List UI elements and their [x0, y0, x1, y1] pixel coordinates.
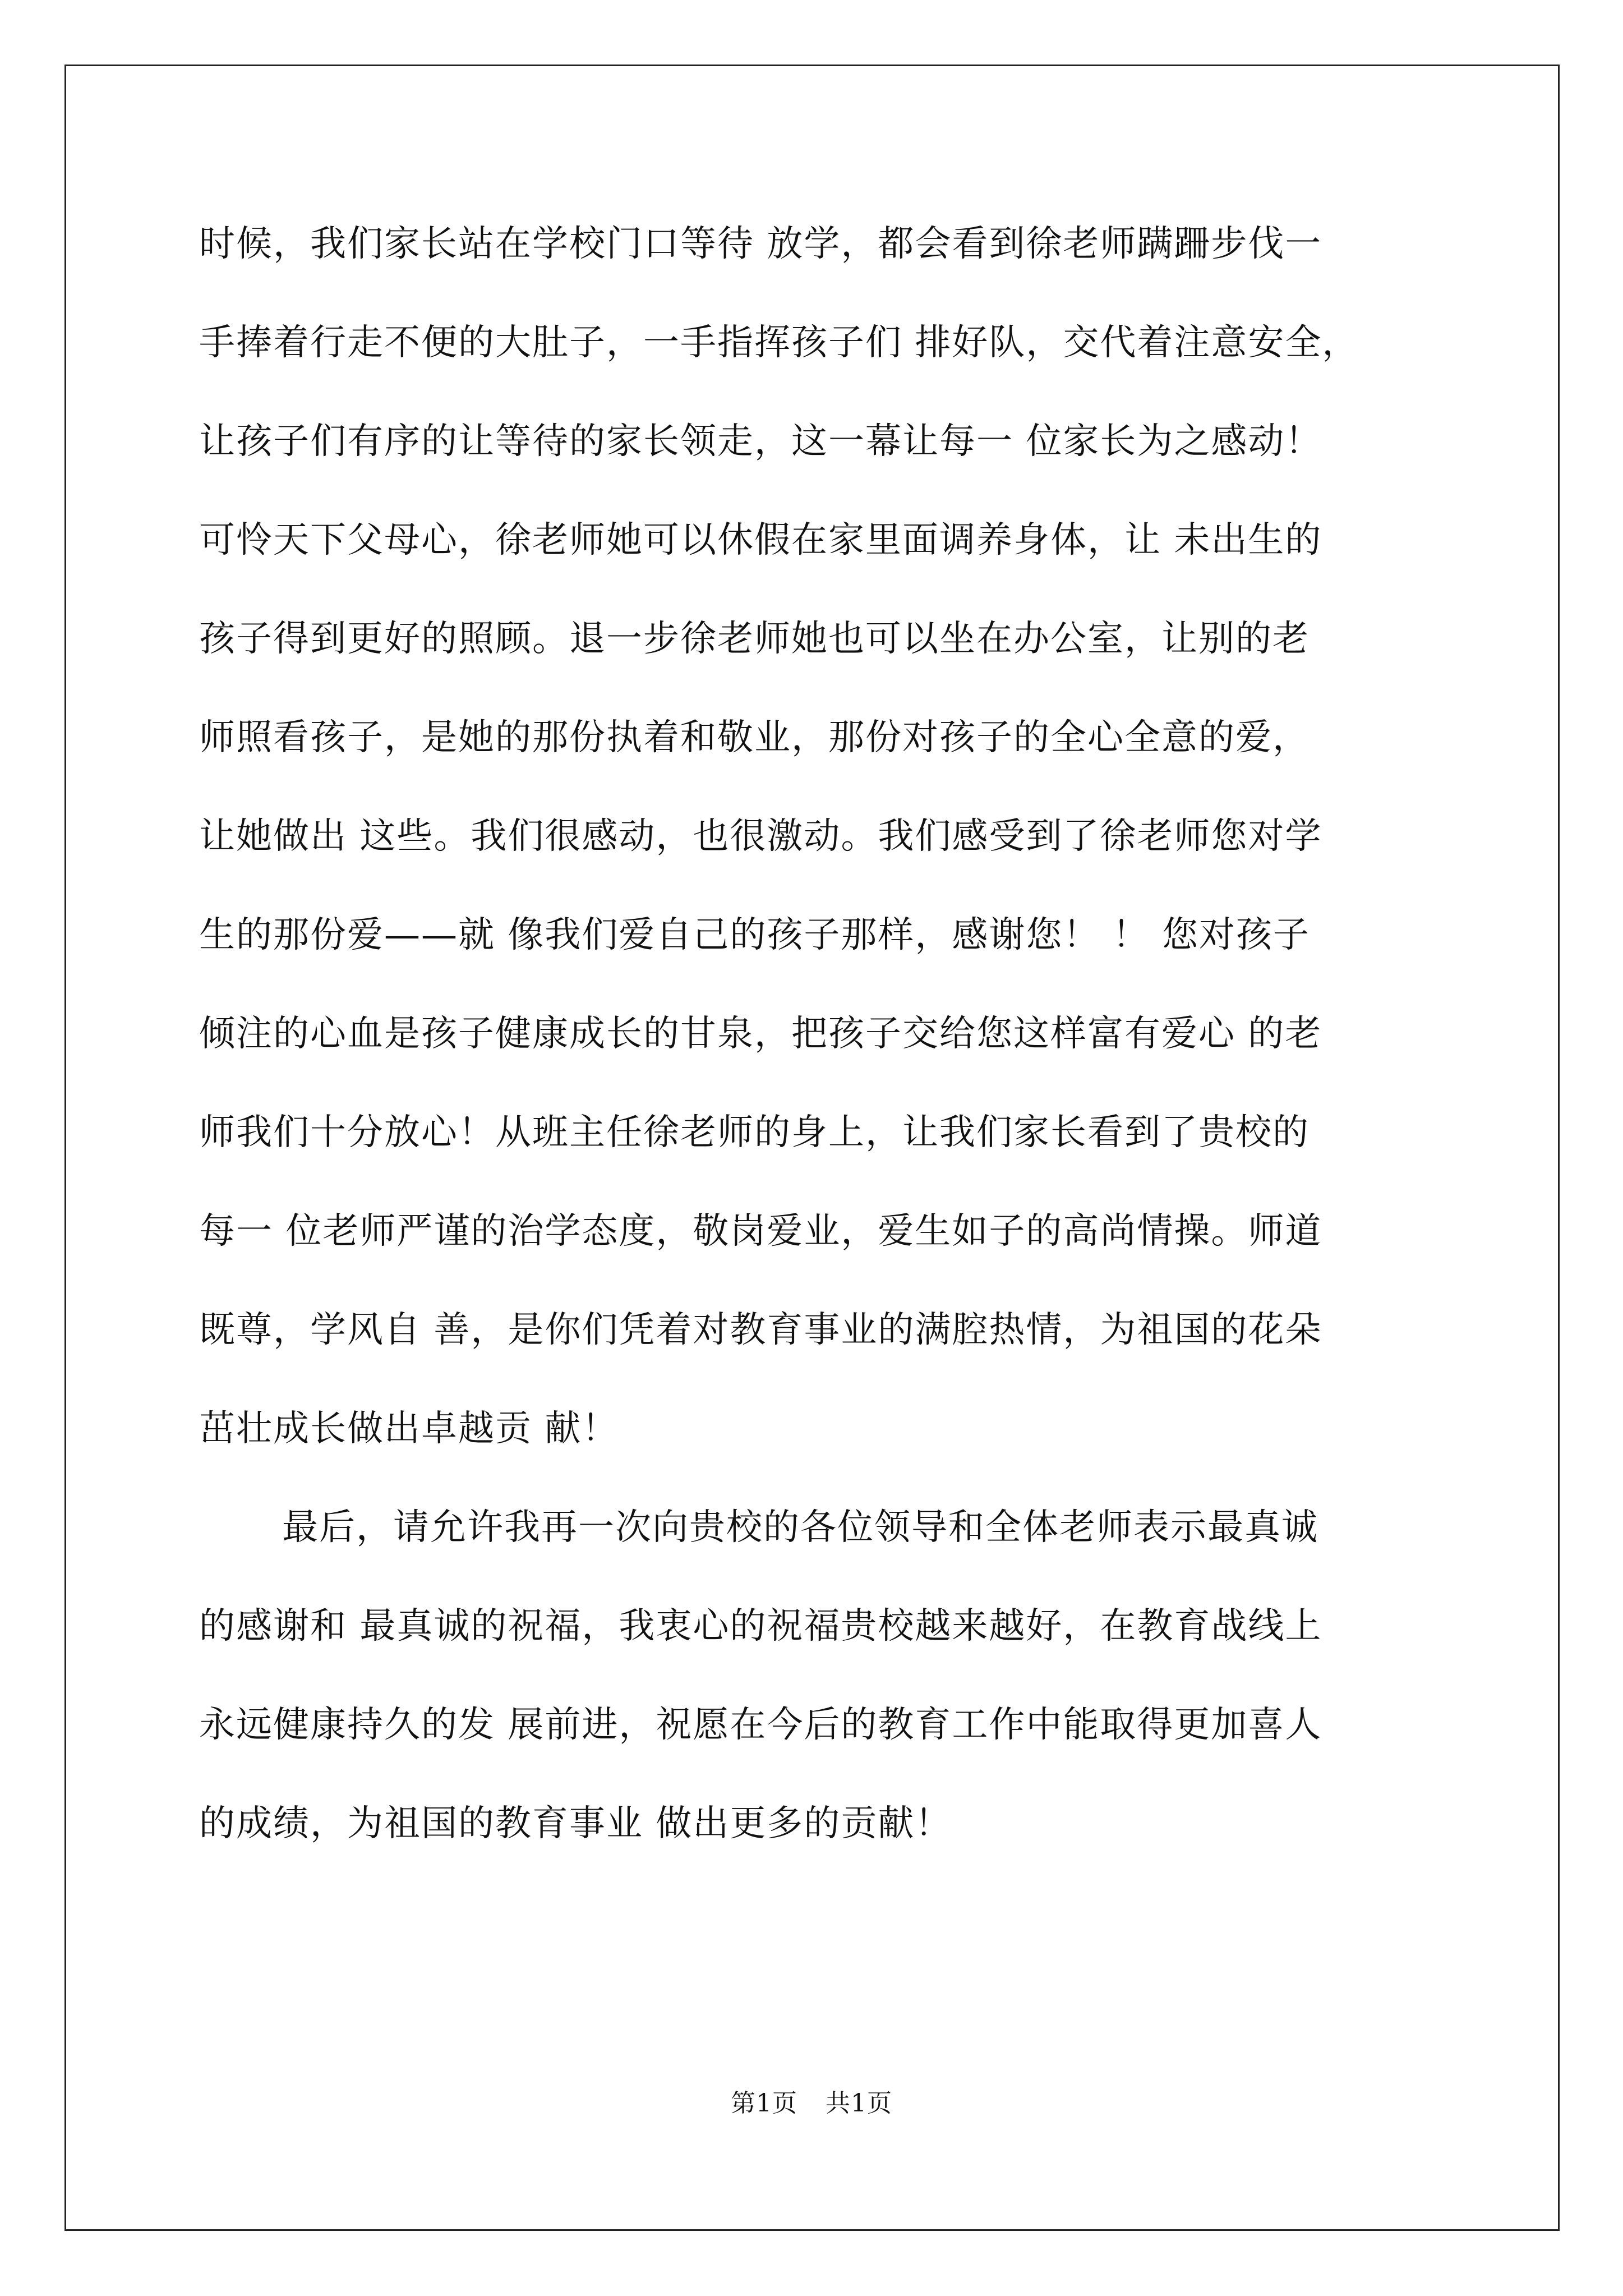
text-line: 的成绩，为祖国的教育事业 做出更多的贡献！ [199, 1803, 952, 1844]
text-line: 时候，我们家长站在学校门口等待 放学，都会看到徐老师蹒跚步伐一 [199, 223, 1322, 265]
text-line: 让孩子们有序的让等待的家长领走，这一幕让每一 位家长为之感动！ [199, 421, 1322, 462]
text-line: 师照看孩子，是她的那份执着和敬业，那份对孩子的全心全意的爱， [199, 717, 1310, 758]
text-line: 可怜天下父母心，徐老师她可以休假在家里面调养身体，让 未出生的 [199, 519, 1322, 561]
text-line: 孩子得到更好的照顾。退一步徐老师她也可以坐在办公室，让别的老 [199, 618, 1310, 660]
text-line: 最后，请允许我再一次向贵校的各位领导和全体老师表示最真诚 [282, 1507, 1318, 1548]
page-footer [0, 2087, 1623, 2120]
text-line: 的感谢和 最真诚的祝福，我衷心的祝福贵校越来越好，在教育战线上 [199, 1605, 1322, 1647]
paragraph-2 [199, 1491, 1427, 1886]
paragraph-1 [199, 208, 1427, 1491]
text-line: 生的那份爱——就 像我们爱自己的孩子那样，感谢您！ ！ 您对孩子 [199, 914, 1311, 956]
document-body [199, 208, 1427, 1886]
text-line: 茁壮成长做出卓越贡 献！ [199, 1408, 619, 1450]
text-line: 倾注的心血是孩子健康成长的甘泉，把孩子交给您这样富有爱心 的老 [199, 1013, 1322, 1055]
page-number-current: 第1页 [731, 2089, 797, 2118]
text-line: 永远健康持久的发 展前进，祝愿在今后的教育工作中能取得更加喜人 [199, 1704, 1322, 1746]
text-line: 师我们十分放心！从班主任徐老师的身上，让我们家长看到了贵校的 [199, 1112, 1310, 1153]
text-line: 让她做出 这些。我们很感动，也很激动。我们感受到了徐老师您对学 [199, 816, 1322, 857]
text-line: 每一 位老师严谨的治学态度，敬岗爱业，爱生如子的高尚情操。师道 [199, 1211, 1322, 1252]
text-line: 手捧着行走不便的大肚子，一手指挥孩子们 排好队，交代着注意安全， [199, 322, 1359, 364]
page-number-total: 共1页 [826, 2089, 892, 2118]
text-line: 既尊，学风自 善，是你们凭着对教育事业的满腔热情，为祖国的花朵 [199, 1309, 1322, 1351]
